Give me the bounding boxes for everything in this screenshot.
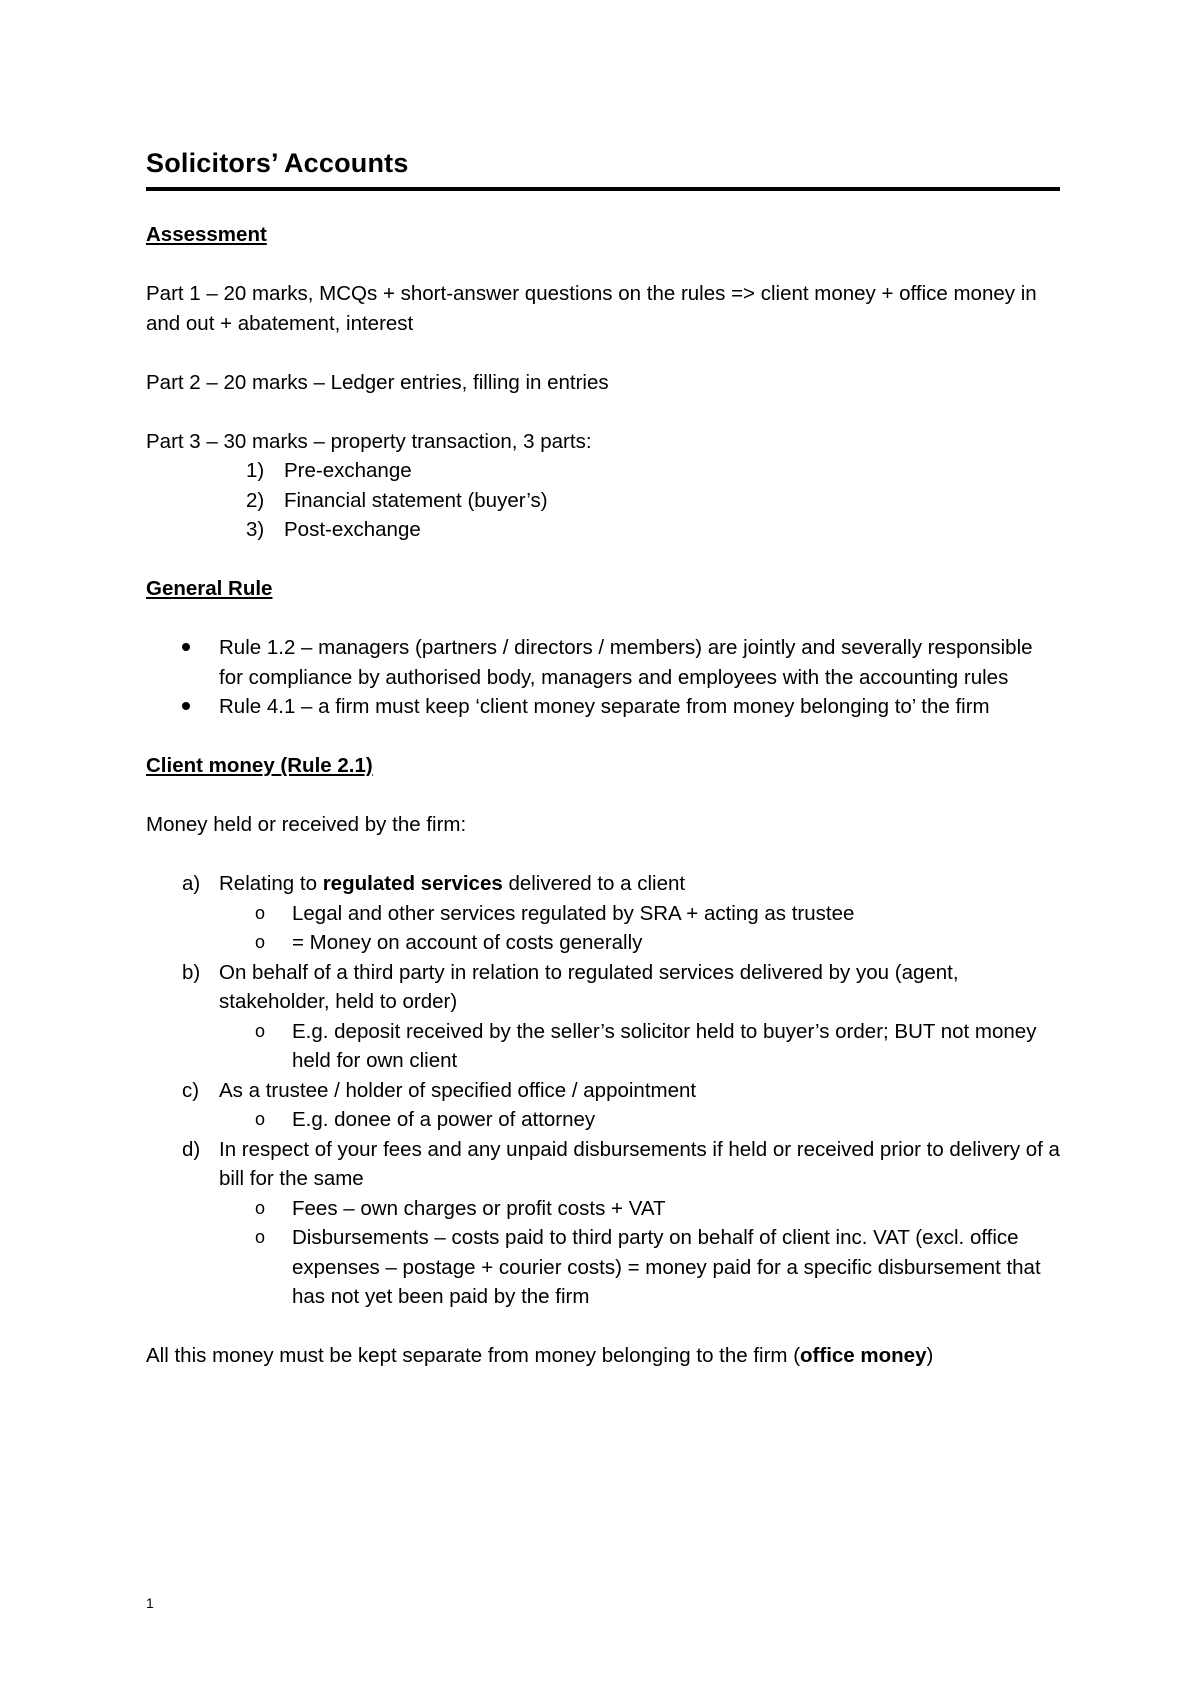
item-text [219,872,685,895]
list-item [146,515,1060,545]
client-money-heading: Client money (Rule 2.1) [146,754,373,777]
item-letter: d) [182,1137,201,1161]
list-item-text: Pre-exchange [284,459,412,482]
bullet-icon [182,702,190,710]
item-text-part: delivered to a client [502,872,686,895]
item-letter: c) [182,1078,200,1102]
assessment-heading: Assessment [146,223,267,246]
part3-list [146,456,1060,545]
list-number: 2) [246,488,265,512]
closing-text: ) [926,1344,934,1367]
assessment-part3: Part 3 – 30 marks – property transaction, 3 parts: [146,429,592,453]
client-money-list [146,869,1060,1312]
list-item-text: Post-exchange [284,518,421,541]
sub-item-text: E.g. donee of a power of attorney [292,1108,596,1131]
client-money-closing [146,1341,1060,1371]
sub-list [219,899,1060,958]
lettered-item [146,1076,1060,1135]
bullet-item [146,692,1060,722]
list-number: 1) [246,459,265,482]
sub-item-text: Legal and other services regulated by SRA + acting as trustee [292,901,855,925]
bullet-text: Rule 1.2 – managers (partners / directors / members) are jointly and severally responsible for compliance by authorised body, managers and employees with the accounting rules [219,636,1033,689]
title-underline-rule [146,187,1060,191]
lettered-item [146,1135,1060,1312]
item-text-bold: regulated services [322,872,503,895]
sub-list [219,1105,1060,1135]
assessment-part2: Part 2 – 20 marks – Ledger entries, filling in entries [146,370,609,394]
sub-item [219,928,1060,958]
sub-item-text: = Money on account of costs generally [292,931,643,954]
circle-bullet-icon: o [255,1020,266,1041]
sub-item [219,1105,1060,1135]
client-money-intro: Money held or received by the firm: [146,813,467,836]
sub-item-text: Fees – own charges or profit costs + VAT [292,1196,666,1220]
page-title: Solicitors’ Accounts [146,148,409,178]
circle-bullet-icon: o [255,1227,266,1247]
assessment-part1: Part 1 – 20 marks, MCQs + short-answer questions on the rules => client money + office money in and out + abatement, interest [146,282,1037,335]
sub-item-text: Disbursements – costs paid to third party on behalf of client inc. VAT (excl. office expenses – postage + courier costs) = money paid for a specific disbursement that has not yet been paid by the firm [292,1226,1041,1308]
circle-bullet-icon: o [255,1109,266,1129]
item-letter: a) [182,872,201,895]
list-item [146,456,1060,486]
item-text: As a trustee / holder of specified office / appointment [219,1078,697,1102]
bullet-item [146,633,1060,692]
circle-bullet-icon: o [255,932,266,952]
sub-item [219,899,1060,929]
circle-bullet-icon: o [255,902,266,923]
document-body [146,220,1060,1371]
general-rule-bullets [146,633,1060,722]
item-text: In respect of your fees and any unpaid disbursements if held or received prior to delivery of a bill for the same [219,1137,1060,1190]
list-item [146,486,1060,516]
sub-item [219,1223,1060,1312]
page-number: 1 [146,1595,154,1611]
item-letter: b) [182,960,201,984]
item-text: On behalf of a third party in relation to regulated services delivered by you (agent, stakeholder, held to order) [219,960,959,1013]
general-rule-heading: General Rule [146,577,273,600]
sub-list [219,1194,1060,1312]
sub-item [219,1194,1060,1224]
sub-item [219,1017,1060,1076]
bullet-icon [182,643,190,651]
lettered-item [146,958,1060,1076]
sub-item-text: E.g. deposit received by the seller’s solicitor held to buyer’s order; BUT not money held for own client [292,1019,1037,1072]
bullet-text: Rule 4.1 – a firm must keep ‘client money separate from money belonging to’ the firm [219,695,990,718]
closing-text-bold: office money [800,1344,927,1367]
sub-list [219,1017,1060,1076]
item-text-part: Relating to [219,872,323,895]
circle-bullet-icon: o [255,1197,266,1218]
list-number: 3) [246,518,265,541]
list-item-text: Financial statement (buyer’s) [284,488,548,512]
lettered-item [146,869,1060,958]
closing-text: All this money must be kept separate from money belonging to the firm ( [146,1344,801,1367]
